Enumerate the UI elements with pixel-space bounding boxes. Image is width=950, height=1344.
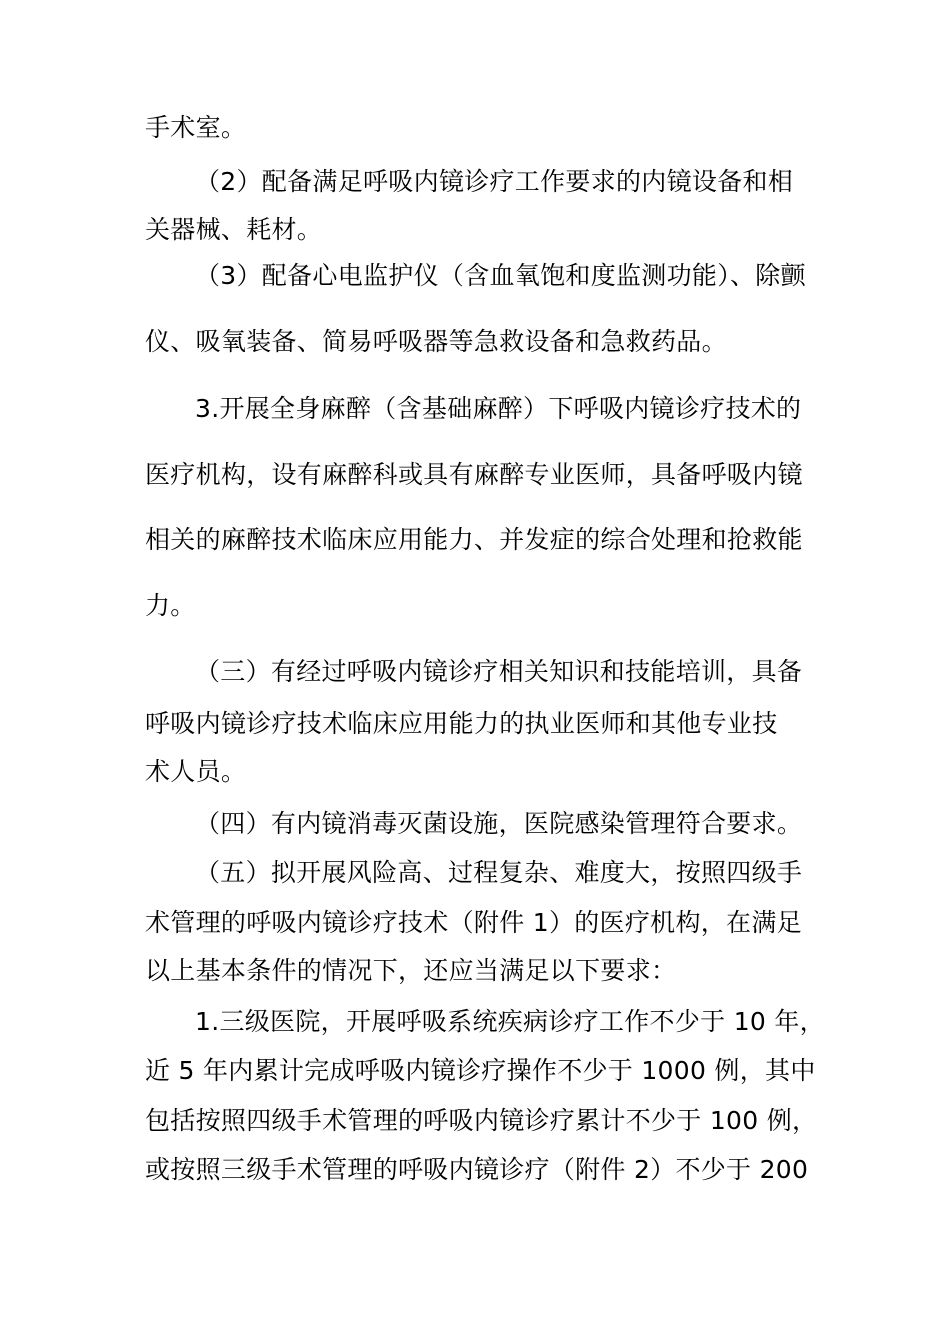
- text-line: （三）有经过呼吸内镜诊疗相关知识和技能培训，具备: [195, 657, 803, 686]
- text-line: 包括按照四级手术管理的呼吸内镜诊疗累计不少于 100 例，: [145, 1106, 818, 1135]
- text-line: 力。: [145, 591, 196, 620]
- text-line: 近 5 年内累计完成呼吸内镜诊疗操作不少于 1000 例，其中: [145, 1056, 816, 1085]
- text-line: 手术室。: [145, 113, 247, 142]
- text-line: 医疗机构，设有麻醉科或具有麻醉专业医师，具备呼吸内镜: [145, 460, 803, 489]
- text-line: 呼吸内镜诊疗技术临床应用能力的执业医师和其他专业技: [145, 709, 778, 738]
- text-line: 相关的麻醉技术临床应用能力、并发症的综合处理和抢救能: [145, 525, 803, 554]
- text-line: 仪、吸氧装备、简易呼吸器等急救设备和急救药品。: [145, 327, 727, 356]
- text-line: （2）配备满足呼吸内镜诊疗工作要求的内镜设备和相: [195, 167, 794, 196]
- text-line: （四）有内镜消毒灭菌设施，医院感染管理符合要求。: [195, 809, 803, 838]
- text-line: 1.三级医院，开展呼吸系统疾病诊疗工作不少于 10 年，: [195, 1007, 825, 1036]
- text-line: 3.开展全身麻醉（含基础麻醉）下呼吸内镜诊疗技术的: [195, 394, 802, 423]
- text-line: 以上基本条件的情况下，还应当满足以下要求：: [145, 956, 677, 985]
- text-line: 关器械、耗材。: [145, 215, 323, 244]
- text-line: （五）拟开展风险高、过程复杂、难度大，按照四级手: [195, 858, 803, 887]
- text-line: 术人员。: [145, 757, 247, 786]
- text-line: 术管理的呼吸内镜诊疗技术（附件 1）的医疗机构，在满足: [145, 908, 802, 937]
- text-line: （3）配备心电监护仪（含血氧饱和度监测功能）、除颤: [195, 261, 806, 290]
- text-line: 或按照三级手术管理的呼吸内镜诊疗（附件 2）不少于 200: [145, 1155, 809, 1184]
